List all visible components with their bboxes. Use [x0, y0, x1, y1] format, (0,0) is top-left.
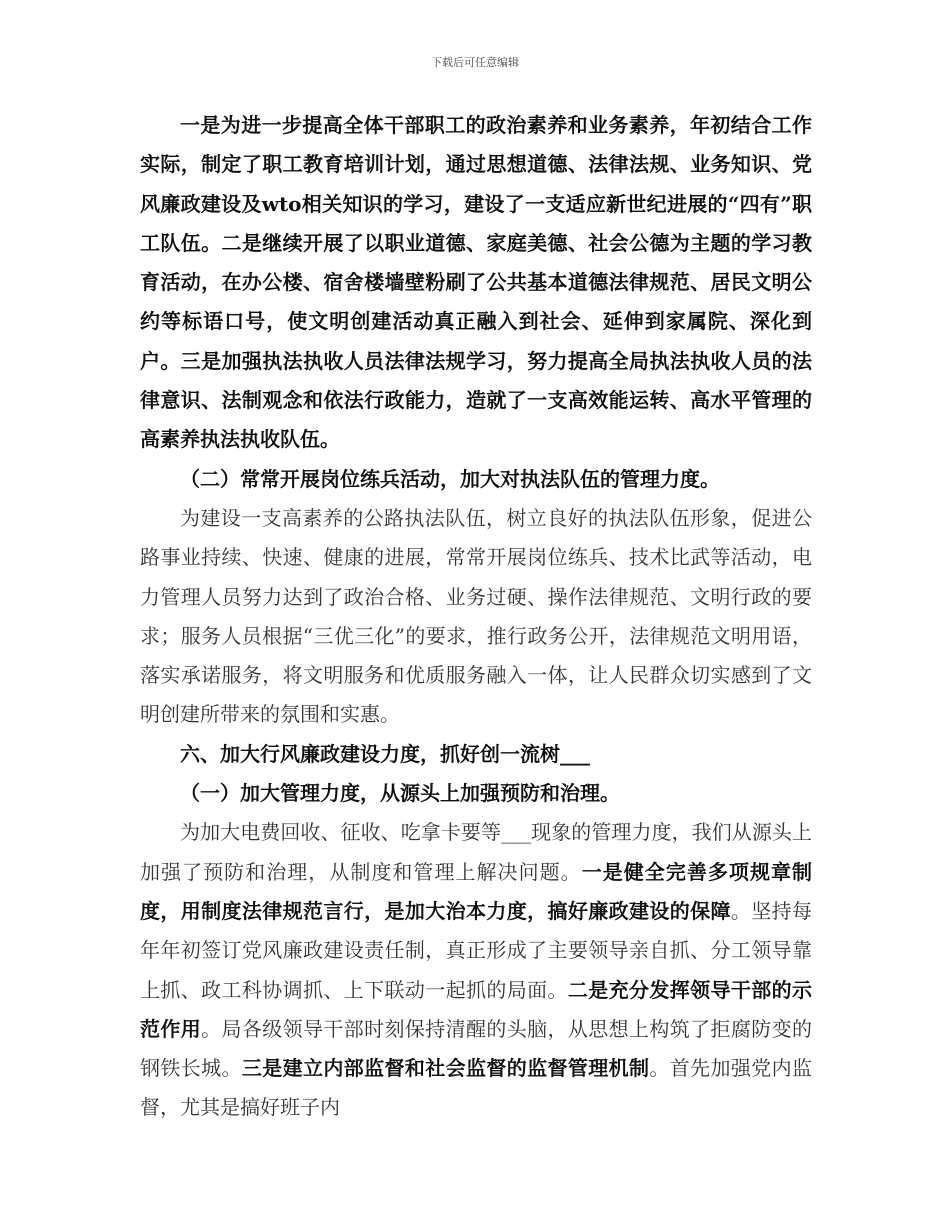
section-heading-training: （二）常常开展岗位练兵活动，加大对执法队伍的管理力度。 [180, 466, 720, 491]
management-intro: 为加大电费回收、征收、吃拿卡要等___现象的管理力度，我们从源头上加强了预防和治理，从制度和管理上解决问题。 [140, 820, 812, 884]
point-three-emphasis: 三是建立内部监督和社会监督的监督管理机制 [241, 1056, 650, 1081]
point-one-emphasis: 一是健全完善多项规章制度，用制度法律规范言行，是加大治本力度，搞好廉政建设的保障 [140, 859, 813, 923]
page-header: 下载后可任意编辑 [431, 56, 519, 69]
point-two-emphasis: 二是充分发挥领导干部的示范作用 [140, 977, 812, 1041]
point-two-text: 。局各级领导干部时刻保持清醒的头脑，从思想上构筑了拒腐防变的钢铁长城。 [140, 1016, 812, 1081]
paragraph-training: 为建设一支高素养的公路执法队伍，树立良好的执法队伍形象，促进公路事业持续、快速、健康的进展，常常开展岗位练兵、技术比武等活动，电力管理人员努力达到了政治合格、业务过硬、操作法律规范、文明行政的要求；服务人员根据“三优三化”的要求，推行政务公开，法律规范文明用语，落实承诺服务，将文明服务和优质服务融入一体，让人民群众切实感到了文明创建所带来的氛围和实惠。 [140, 505, 812, 727]
document-body [140, 106, 812, 1128]
section-heading-integrity: 六、加大行风廉政建设力度，抓好创一流树___ [180, 741, 590, 766]
paragraph-management [140, 813, 812, 1127]
section-heading-management: （一）加大管理力度，从源头上加强预防和治理。 [180, 781, 620, 806]
point-one-text: 。坚持每年年初签订党风廉政建设责任制，真正形成了主要领导亲自抓、分工领导靠上抓、政工科协调抓、上下联动一起抓的局面。 [140, 898, 812, 1002]
point-three-text: 。首先加强党内监督，尤其是搞好班子内 [140, 1056, 812, 1120]
paragraph-party-education: 一是为进一步提高全体干部职工的政治素养和业务素养，年初结合工作实际，制定了职工教育培训计划，通过思想道德、法律法规、业务知识、党风廉政建设及wto相关知识的学习，建设了一支适应新世纪进展的“四有”职工队伍。二是继续开展了以职业道德、家庭美德、社会公德为主题的学习教育活动，在办公楼、宿舍楼墙壁粉刷了公共基本道德法律规范、居民文明公约等标语口号，使文明创建活动真正融入到社会、延伸到家属院、深化到户。三是加强执法执收人员法律法规学习，努力提高全局执法执收人员的法律意识、法制观念和依法行政能力，造就了一支高效能运转、高水平管理的高素养执法执收队伍。 [140, 113, 812, 452]
